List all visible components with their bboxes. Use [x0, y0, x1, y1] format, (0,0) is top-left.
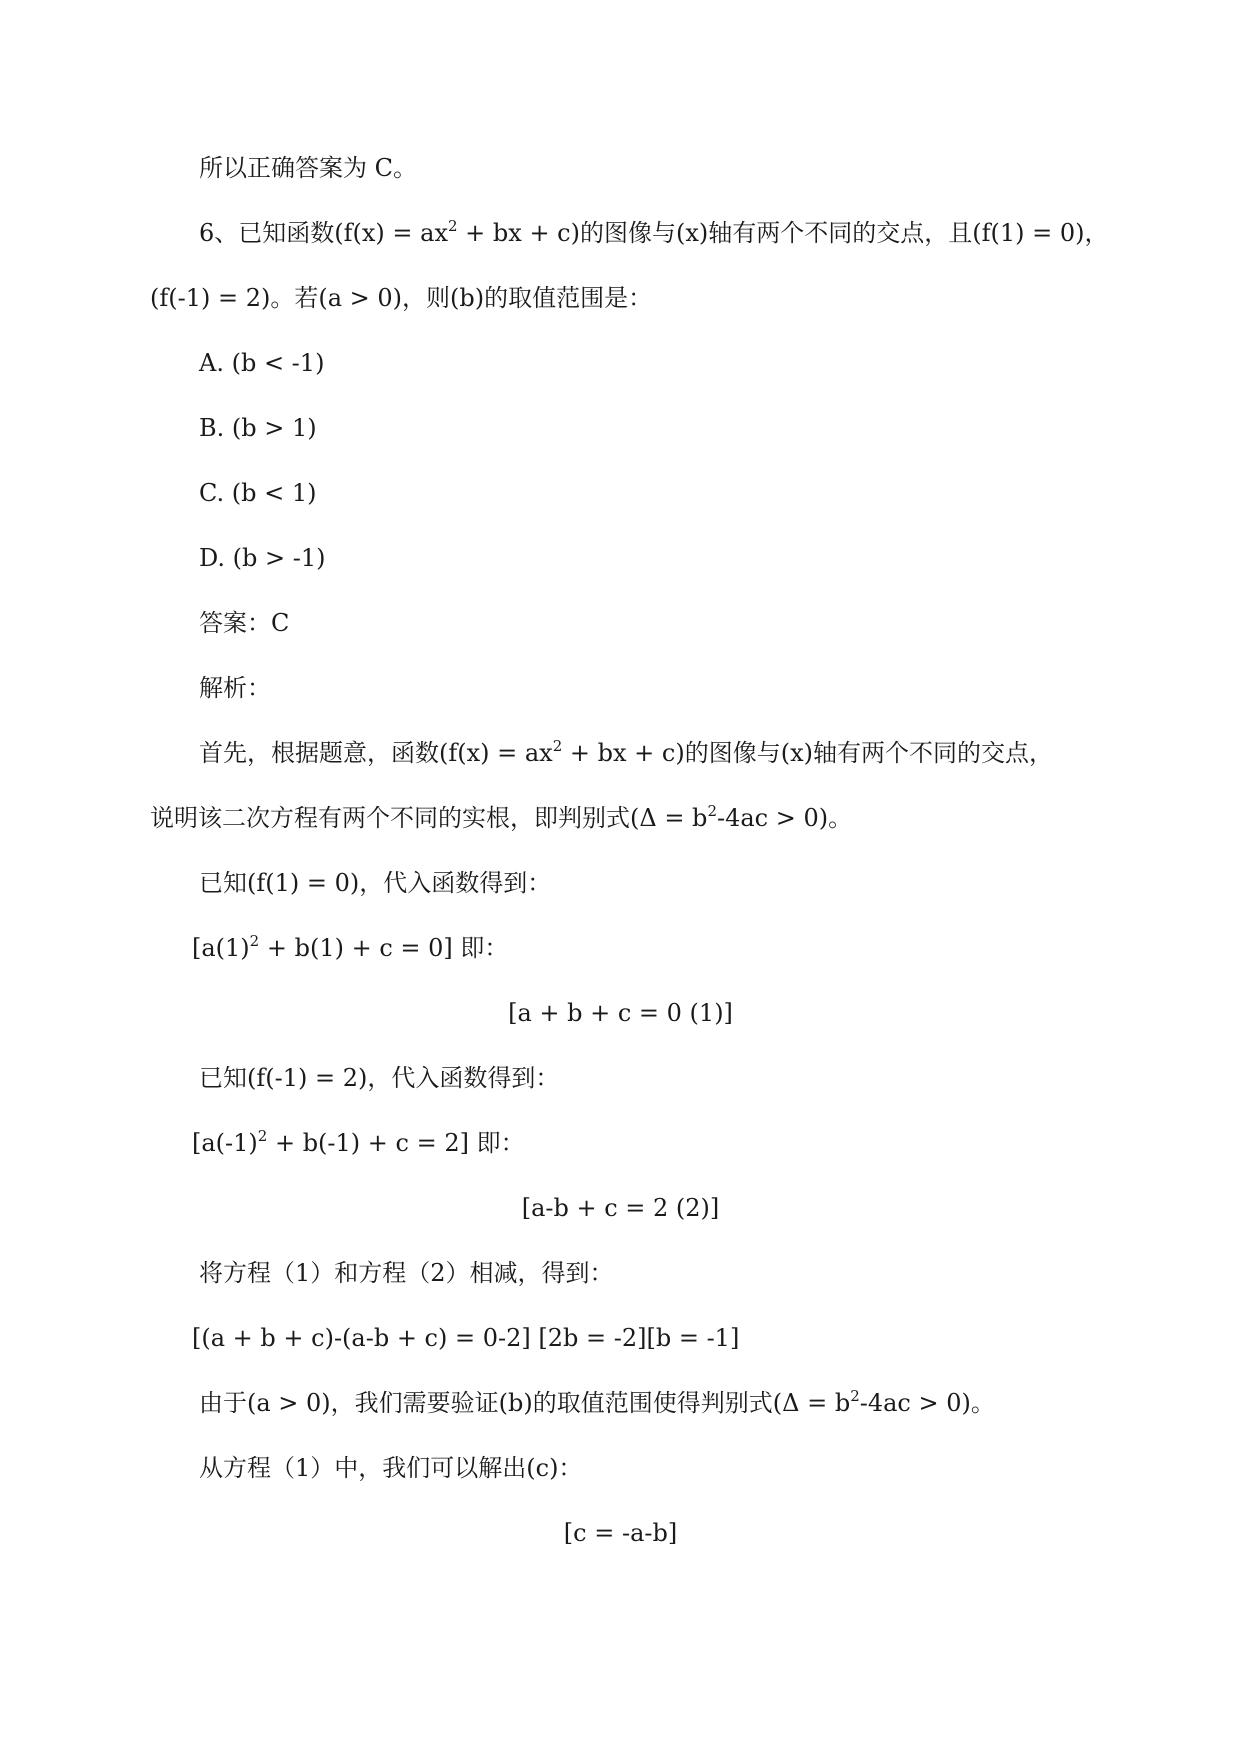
equation-line: $[a(1)^2 + b(1) + c = 0]$ 即： — [192, 932, 509, 962]
equation-display: [c = -a-b] — [563, 1519, 678, 1547]
superscript: 2 — [448, 217, 458, 235]
question-text-continued: (f(-1) = 2)。若(a > 0)，则(b)的取值范围是： — [150, 284, 653, 312]
text-line: 由于(a > 0)，我们需要验证(b)的取值范围使得判别式$(\Delta = b^2-4ac > 0)$。 — [199, 1387, 995, 1417]
text-line: 所以正确答案为 C。 — [199, 154, 417, 182]
option-b: B. (b > 1) — [199, 414, 317, 442]
equation-line: [(a + b + c)-(a-b + c) = 0-2] [2b = -2][b = -1] — [192, 1324, 740, 1352]
equation-line: $[a(-1)^2 + b(-1) + c = 2]$ 即： — [192, 1127, 525, 1157]
analysis-heading: 解析： — [199, 674, 271, 702]
text-line: 已知(f(-1) = 2)，代入函数得到： — [199, 1064, 560, 1092]
superscript: 2 — [552, 737, 563, 755]
question-text: 6、已知函数($f(x) = ax^2$ + bx + c)的图像与(x)轴有两个不同的交点，且(f(1) = 0)， — [199, 217, 1109, 247]
option-c: C. (b < 1) — [199, 479, 317, 507]
superscript: 2 — [850, 1387, 860, 1405]
superscript: 2 — [249, 932, 260, 950]
text-line: 从方程（1）中，我们可以解出(c)： — [199, 1454, 583, 1482]
superscript: 2 — [707, 802, 717, 820]
equation-display: [a-b + c = 2 (2)] — [521, 1194, 720, 1222]
text-line: 说明该二次方程有两个不同的实根，即判别式$(\Delta = b^2-4ac > 0)$。 — [150, 802, 853, 832]
superscript: 2 — [257, 1127, 268, 1145]
answer-line: 答案：C — [199, 609, 290, 637]
text-line: 首先，根据题意，函数($f(x) = ax^2$ + bx + c)的图像与(x)轴有两个不同的交点， — [199, 737, 1053, 767]
option-d: D. (b > -1) — [199, 544, 326, 572]
equation-display: [a + b + c = 0 (1)] — [508, 999, 733, 1027]
text-line: 将方程（1）和方程（2）相减，得到： — [199, 1259, 614, 1287]
option-a: A. (b < -1) — [199, 349, 325, 377]
text-line: 已知(f(1) = 0)，代入函数得到： — [199, 869, 552, 897]
